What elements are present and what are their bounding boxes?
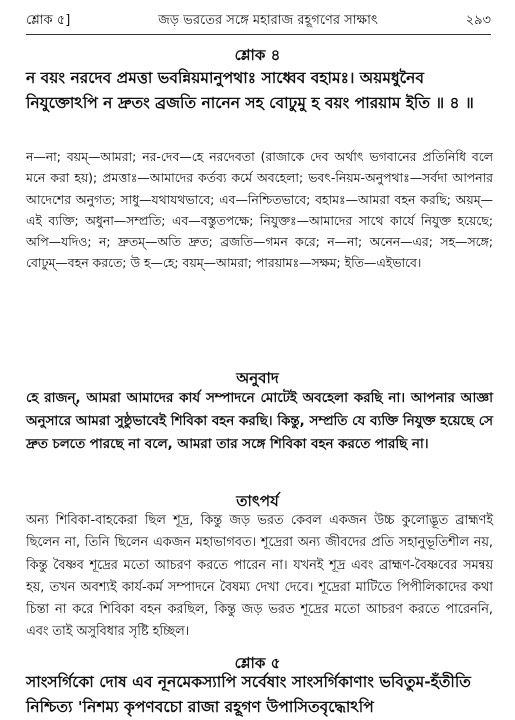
verse-4-heading: শ্লোক ৪ [234,46,281,64]
purport-heading: তাৎপর্য [236,492,279,510]
word-for-word-synonyms: ন—না; বয়ম্—আমরা; নর-দেব—হে নরদেবতা (রাজাকে দেব অর্থাৎ ভগবানের প্রতিনিধি বলে মনে করা হয়); প্রমত্তাঃ—আমাদের কর্তব্য কর্মে অবহেলা; ভবৎ-নিয়ম-অনুপথাঃ—সর্বদা আপনার আদেশের অনুগত; সাধু—যথাযথভাবে; এব—নিশ্চিতভাবে; বহামঃ—আমরা বহন করছি; অয়ম্—এই ব্যক্তি; অধুনা—সম্প্রতি; এব—বস্তুতপক্ষে; নিযুক্তঃ—আমাদের সাথে কার্যে নিযুক্ত হয়েছে; অপি—যদিও; ন; দ্রুতম্—অতি দ্রুত; ব্রজতি—গমন করে; ন—না; অনেন—এর; সহ—সঙ্গে; বোঢুম্—বহন করতে; উ হ—হে; বয়ম্—আমরা; পারয়ামঃ—সক্ষম; ইতি—এইভাবে। [26,149,493,271]
page-number: ২৯৩ [465,12,491,28]
purport-text: অন্য শিবিকা-বাহকেরা ছিল শূদ্র, কিন্তু জড় ভরত কেবল একজন উচ্চ কুলোদ্ভূত ব্রাহ্মণই ছিলেন না, তিনি ছিলেন একজন মহাভাগবত। শূদ্রেরা অন্য জীবদের প্রতি সহানুভূতিশীল নয়, কিন্তু বৈষ্ণব শূদ্রের মতো আচরণ করতে পারেন না। যখনই শূদ্র এবং ব্রাহ্মণ-বৈষ্ণবের সমন্বয় হয়, তখন অবশ্যই কার্য-কর্ম সম্পাদনে বৈষম্য দেখা দেবে। শূদ্রেরা মাটিতে পিপীলিকাদের কথা চিন্তা না করে শিবিকা বহন করছিল, কিন্তু জড় ভরত শূদ্রের মতো আচরণ করতে পারেননি, এবং তাই অসুবিধার সৃষ্টি হচ্ছিল। [26,513,493,640]
running-header [26,8,491,35]
verse-5-heading: শ্লোক ৫ [234,654,281,672]
verse-4-text: ন বয়ং নরদেব প্রমত্তা ভবন্নিয়মানুপথাঃ সাধ্বেব বহামঃ। অয়মধুনৈব নিযুক্তোঽপি ন দ্রুতং ব্রজতি নানেন সহ বোঢুমু হ বয়ং পারয়াম ইতি ॥ ৪ ॥ [26,69,474,112]
verse-5-text: সাংসর্গিকো দোষ এব নূনমেকস্যাপি সর্বেষাং সাংসর্গিকাণাং ভবিতুম-হঁতীতি নিশ্চিত্য 'নিশম্য কৃপণবচো রাজা রহূগণ উপাসিতবৃদ্ধোঽপি [26,673,471,716]
translation-heading: অনুবাদ [236,369,279,387]
translation-text: হে রাজন্, আমরা আমাদের কার্য সম্পাদনে মোটেই অবহেলা করছি না। আপনার আজ্ঞা অনুসারে আমরা সুষ্ঠুভাবেই শিবিকা বহন করছি। কিন্তু, সম্প্রতি যে ব্যক্তি নিযুক্ত হয়েছে সে দ্রুত চলতে পারছে না বলে, আমরা তার সঙ্গে শিবিকা বহন করতে পারছি না। [26,391,493,452]
header-chapter-title: জড় ভরতের সঙ্গে মহারাজ রহূগণের সাক্ষাৎ [158,12,378,28]
header-verse-ref: শ্লোক ৫] [26,12,71,28]
